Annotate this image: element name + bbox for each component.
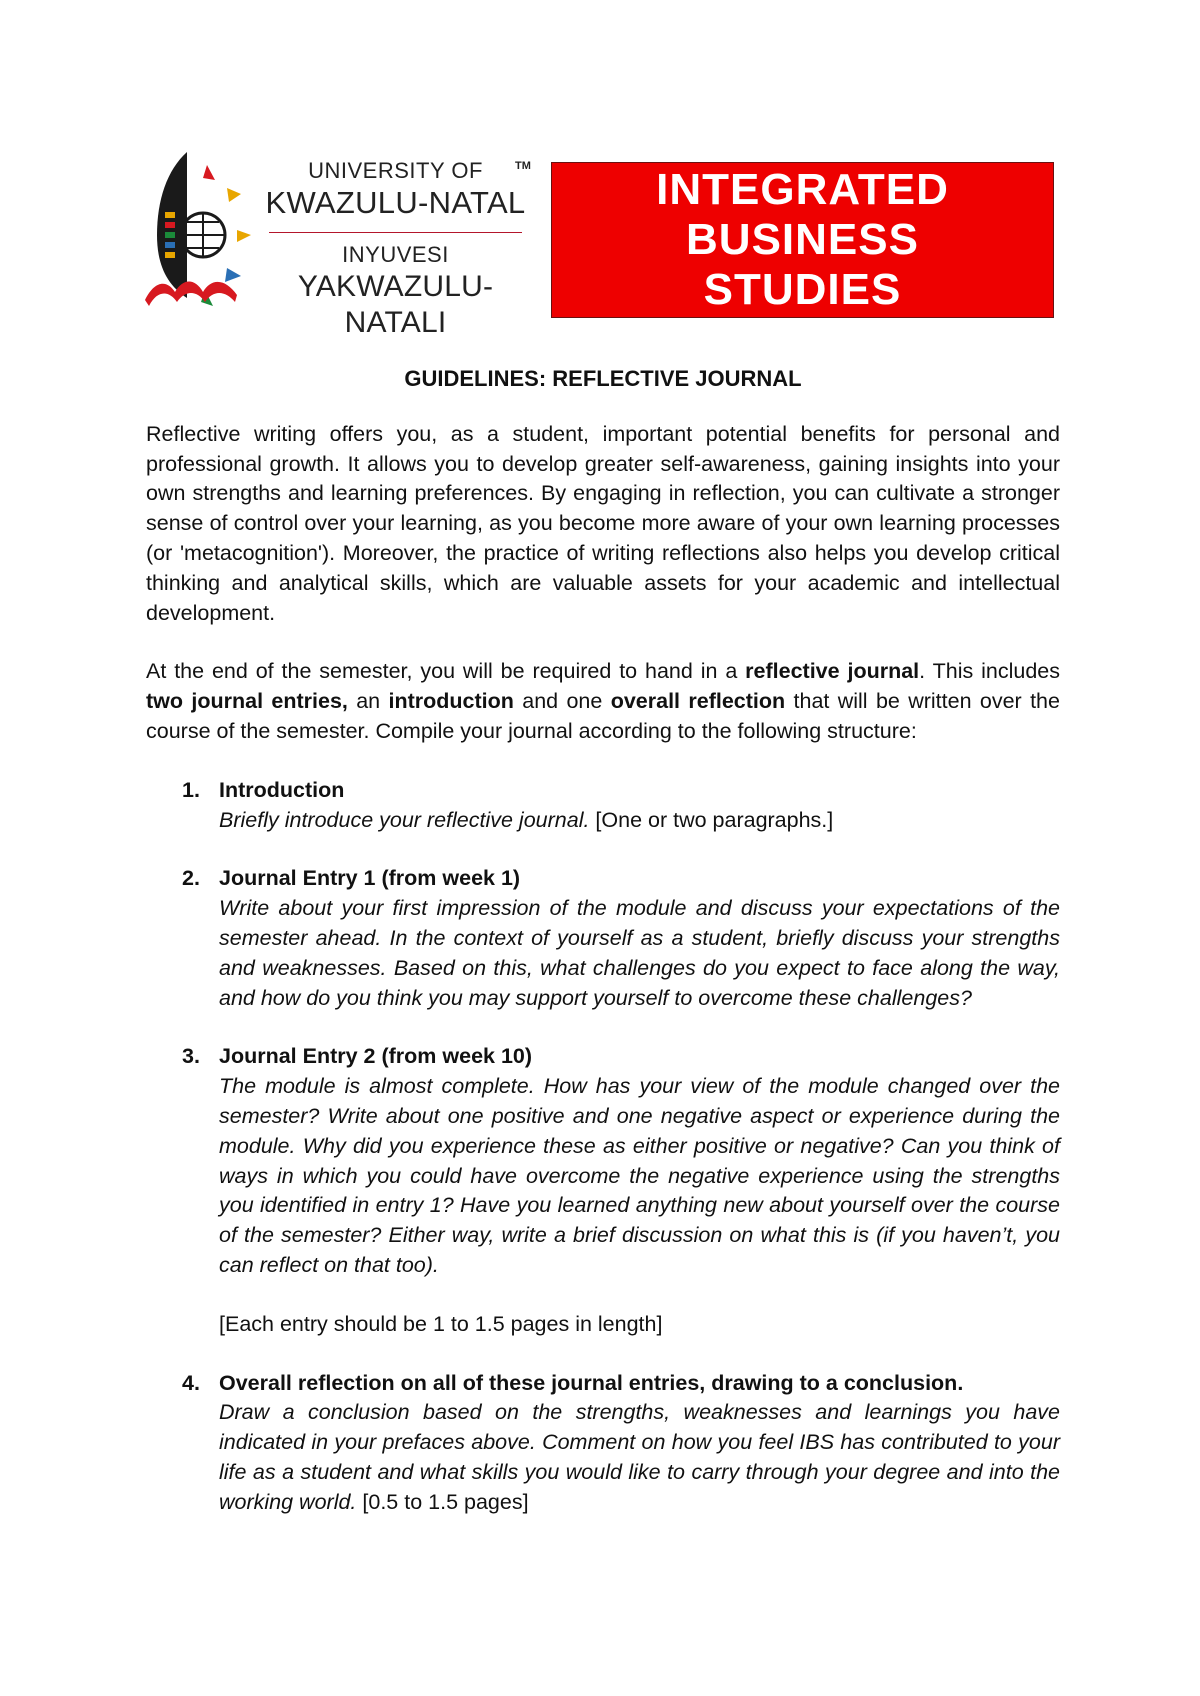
requirements-bold-1: reflective journal bbox=[745, 659, 920, 684]
entry-length-note: [Each entry should be 1 to 1.5 pages in length] bbox=[219, 1311, 663, 1336]
requirements-bold-3: introduction bbox=[388, 689, 514, 714]
intro-paragraph: Reflective writing offers you, as a student, important potential benefits for personal and professional growth. It allows you to develop greater self-awareness, gaining insights into your own strengths and learning preferences. By engaging in reflection, you can cultivate a stronger sense of control over your learning, as you become more aware of your own learning processes (or 'metacognition'). Moreover, the practice of writing reflections also helps you develop critical thinking and analytical skills, which are valuable assets for your academic and intellectual development. bbox=[146, 421, 1060, 625]
list-item-description-text: Briefly introduce your reflective journal. bbox=[219, 807, 590, 832]
list-item-description-text: The module is almost complete. How has your view of the module changed over the semester? Write about one positive and one negative aspect or experience during the module. Why did you experience these as either positive or negative? Can you think of ways in which you could have overcome the negative experience using the strengths you identified in entry 1? Have you learned anything new about yourself over the course of the semester? Either way, write a brief discussion on what this is (if you haven’t, you can reflect on that too). bbox=[219, 1074, 1060, 1277]
list-item-description bbox=[219, 1072, 1060, 1281]
requirements-text-2: . This includes bbox=[919, 659, 1060, 684]
journal-structure-list bbox=[146, 776, 1060, 1518]
list-item-number: 3. bbox=[182, 1044, 200, 1069]
list-item-description bbox=[219, 1398, 1060, 1517]
list-item-note: [0.5 to 1.5 pages] bbox=[356, 1489, 529, 1514]
requirements-bold-2: two journal entries, bbox=[146, 689, 348, 714]
university-divider bbox=[269, 232, 522, 233]
requirements-text-3: an bbox=[347, 689, 389, 714]
programme-title-line1: INTEGRATED BUSINESS bbox=[656, 165, 949, 264]
list-item bbox=[146, 776, 1060, 836]
programme-title-line2: STUDIES bbox=[703, 265, 902, 314]
list-item-description-text: Draw a conclusion based on the strengths, weaknesses and learnings you have indicated in your prefaces above. Comment on how you feel IBS has contributed to your life as a student and what skills you would like to carry through your degree and into the working world. bbox=[219, 1400, 1060, 1514]
programme-banner bbox=[551, 162, 1054, 318]
list-item-title: Journal Entry 1 (from week 1) bbox=[219, 866, 521, 891]
requirements-text-1: At the end of the semester, you will be required to hand in a bbox=[146, 659, 746, 684]
requirements-bold-4: overall reflection bbox=[610, 689, 786, 714]
university-name-line3: INYUVESI bbox=[342, 242, 449, 267]
university-name bbox=[263, 158, 528, 341]
list-item-note: [One or two paragraphs.] bbox=[589, 807, 834, 832]
list-item-number: 1. bbox=[182, 777, 200, 802]
list-item-title: Overall reflection on all of these journal entries, drawing to a conclusion. bbox=[219, 1370, 964, 1395]
trademark-mark: TM bbox=[515, 160, 531, 172]
university-name-line1: UNIVERSITY OF bbox=[308, 158, 483, 183]
list-item-description-text: Write about your first impression of the module and discuss your expectations of the semester ahead. In the context of yourself as a student, briefly discuss your strengths and weaknesses. Based on this, what challenges do you expect to face along the way, and how do you think you may support yourself to overcome these challenges? bbox=[219, 896, 1060, 1010]
list-item-number: 2. bbox=[182, 866, 200, 891]
list-item-title: Introduction bbox=[219, 777, 345, 802]
list-item bbox=[146, 864, 1060, 1013]
list-item-title: Journal Entry 2 (from week 10) bbox=[219, 1044, 533, 1069]
requirements-text-5: that will be written over the course of the semester. Compile your journal according to the following structure: bbox=[146, 689, 1060, 743]
requirements-paragraph bbox=[146, 657, 1060, 746]
programme-title bbox=[573, 165, 1033, 315]
university-name-line4: YAKWAZULU-NATALI bbox=[297, 270, 494, 339]
university-emblem-icon bbox=[145, 150, 255, 315]
university-logo bbox=[145, 150, 531, 339]
list-item-description bbox=[219, 894, 1060, 1013]
list-item-number: 4. bbox=[182, 1370, 200, 1395]
university-name-line2: KWAZULU-NATAL bbox=[265, 185, 526, 220]
list-item-description bbox=[219, 806, 1060, 836]
list-item bbox=[146, 1369, 1060, 1518]
list-item bbox=[146, 1042, 1060, 1339]
document-body bbox=[146, 364, 1060, 1547]
requirements-text-4: and one bbox=[513, 689, 611, 714]
page-title: GUIDELINES: REFLECTIVE JOURNAL bbox=[404, 366, 802, 391]
